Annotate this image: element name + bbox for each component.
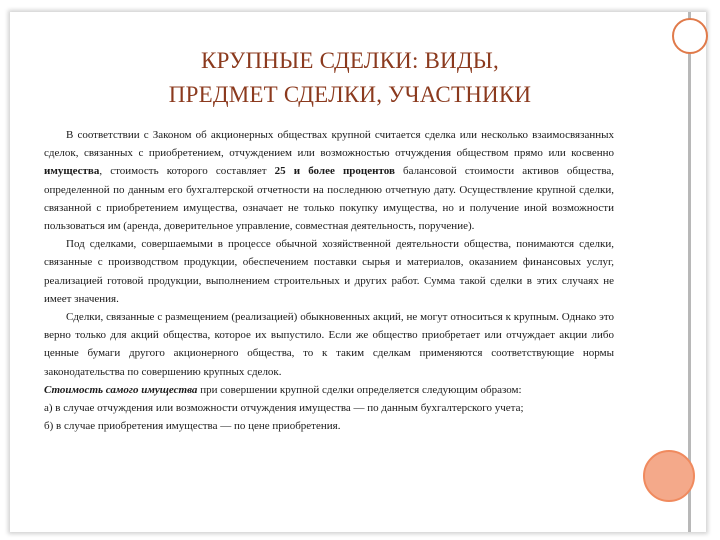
- paragraph-1: [44, 126, 614, 235]
- slide-body: [44, 126, 614, 435]
- title-line-2: ПРЕДМЕТ СДЕЛКИ, УЧАСТНИКИ: [168, 82, 532, 107]
- slide-title: [40, 44, 660, 112]
- paragraph-3: Сделки, связанные с размещением (реализацией) обыкновенных акций, не могут относиться к крупным. Однако это верно только для акций общества, которое их выпустило. Если же общество приобретает или отчуждает акции либо ценные бумаги другого акционерного общества, то к таким сделкам применяются соответствующие нормы законодательства по совершению крупных сделок.: [44, 311, 614, 378]
- p1-text-e: балансовой стоимости активов общества, определенной по данным его бухгалтерской отчетности на последнюю отчетную дату. Осуществление крупной сделки, связанной с приобретением имущества, означает не только покупку имущества, но и получение иной возможности пользоваться им (аренда, доверительное управление, совместная деятельность, поручение).: [44, 165, 614, 233]
- p1-bold-percent: 25 и более процентов: [274, 165, 395, 178]
- paragraph-4: [44, 381, 614, 399]
- p1-bold-property: имущества: [44, 165, 100, 178]
- paragraph-5: а) в случае отчуждения или возможности отчуждения имущества — по данным бухгалтерского учета;: [44, 402, 524, 415]
- p4-text-b: при совершении крупной сделки определяется следующим образом:: [197, 383, 522, 396]
- p1-text-c: , стоимость которого составляет: [99, 165, 275, 178]
- paragraph-2: Под сделками, совершаемыми в процессе обычной хозяйственной деятельности общества, понимаются сделки, связанные с производством продукции, обеспечением поставки сырья и материалов, оказанием финансовых услуг, реализацией готовой продукции, выполнением строительных и других работ. Сумма такой сделки в этих случаях не имеет значения.: [44, 238, 614, 305]
- decorative-side-line: [688, 12, 691, 532]
- title-line-1: КРУПНЫЕ СДЕЛКИ: ВИДЫ,: [201, 48, 499, 73]
- decorative-circle-outline: [672, 18, 708, 54]
- p1-text-a: В соответствии с Законом об акционерных обществах крупной считается сделка или несколько взаимосвязанных сделок, связанных с приобретением, отчуждением или возможностью отчуждения обществом прямо или косвенно: [44, 129, 614, 160]
- paragraph-6: б) в случае приобретения имущества — по цене приобретения.: [44, 420, 341, 433]
- p4-bold-italic: Стоимость самого имущества: [44, 383, 198, 396]
- decorative-circle-filled: [643, 450, 695, 502]
